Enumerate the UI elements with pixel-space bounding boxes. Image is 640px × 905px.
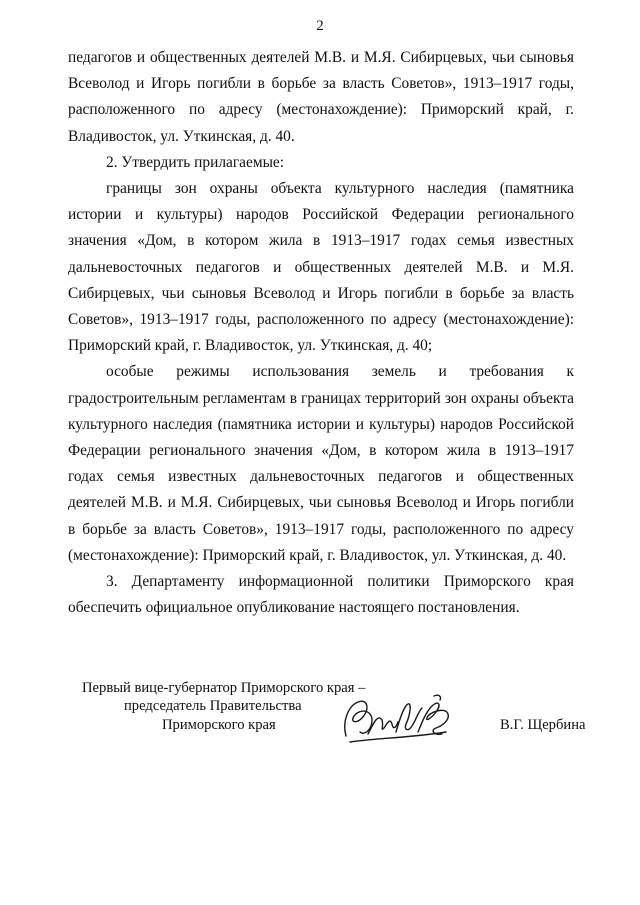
paragraph-item-3: 3. Департаменту информационной политики Приморского края обеспечить официальное опубликование настоящего постановления.	[68, 573, 574, 617]
paragraph-item-2: 2. Утвердить прилагаемые:	[106, 153, 285, 171]
signature-block	[0, 680, 640, 760]
signatory-title-line-1: Первый вице-губернатор Приморского края –	[82, 680, 366, 696]
document-body	[68, 45, 574, 621]
signatory-title-line-2: председатель Правительства	[124, 698, 302, 714]
paragraph-land-use-regimes: особые режимы использования земель и требования к градостроительным регламентам в границах территорий зон охраны объекта культурного наследия (памятника истории и культуры) народов Российской Федерации регионального значения «Дом, в котором жила в 1913–1917 годах семья известных дальневосточных педагогов и общественных деятелей М.В. и М.Я. Сибирцевых, чьи сыновья Всеволод и Игорь погибли в борьбе за власть Советов», 1913–1917 годы, расположенного по адресу (местонахождение): Приморский край, г. Владивосток, ул. Уткинская, д. 40.	[68, 363, 574, 564]
signatory-name: В.Г. Щербина	[500, 717, 586, 733]
handwritten-signature	[338, 692, 458, 750]
paragraph-zone-boundaries: границы зон охраны объекта культурного наследия (памятника истории и культуры) народов Российской Федерации регионального значения «Дом, в котором жила в 1913–1917 годах семья известных дальневосточных педагогов и общественных деятелей М.В. и М.Я. Сибирцевых, чьи сыновья Всеволод и Игорь погибли в борьбе за власть Советов», 1913–1917 годы, расположенного по адресу (местонахождение): Приморский край, г. Владивосток, ул. Уткинская, д. 40;	[68, 180, 574, 355]
signatory-title-line-3: Приморского края	[162, 717, 276, 733]
page-number: 2	[316, 18, 324, 34]
paragraph-continuation: педагогов и общественных деятелей М.В. и М.Я. Сибирцевых, чьи сыновья Всеволод и Игорь погибли в борьбе за власть Советов», 1913–1917 годы, расположенного по адресу (местонахождение): Приморский край, г. Владивосток, ул. Уткинская, д. 40.	[68, 49, 574, 145]
